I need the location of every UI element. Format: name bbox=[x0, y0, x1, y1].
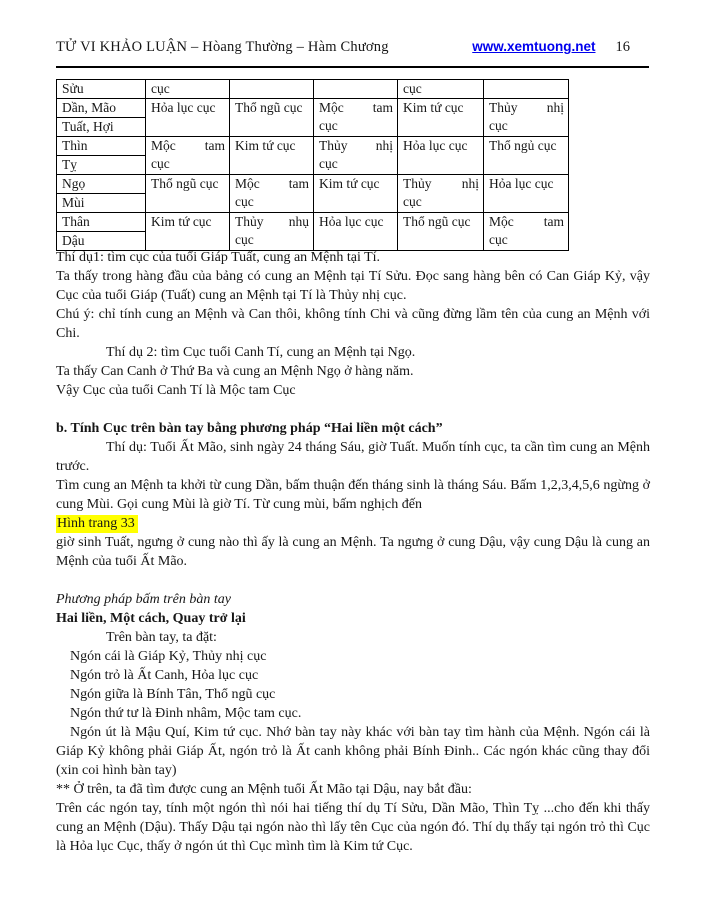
paragraph: Trên các ngón tay, tính một ngón thì nói hai tiếng thí dụ Tí Sửu, Dần Mão, Thìn Tỵ ...cho đến khi thấy cung an Mệnh (Dậu). Thấy Dậu tại ngón nào thì lấy tên Cục của ngón đó. Thí dụ thấy tại ngón trỏ thì Cục là Hỏa lục Cục, thấy ở ngón út thì Cục mình tìm là Kim tứ Cục. bbox=[56, 801, 650, 854]
paragraph: Vậy Cục của tuổi Canh Tí là Mộc tam Cục bbox=[56, 383, 296, 398]
zodiac-label-cell: Dậu bbox=[57, 232, 146, 251]
cuc-value-cell: Mộc tam cục bbox=[314, 99, 398, 137]
header-rule bbox=[56, 66, 649, 68]
section-heading: b. Tính Cục trên bàn tay bằng phương pháp “Hai liền một cách” bbox=[56, 421, 443, 436]
method-title: Phương pháp bấm trên bàn tay bbox=[56, 592, 231, 607]
zodiac-label-cell: Dần, Mão bbox=[57, 99, 146, 118]
blank-line bbox=[56, 571, 650, 590]
paragraph: Ta thấy trong hàng đầu của bảng có cung an Mệnh tại Tí Sửu. Đọc sang hàng bên có Can Giáp Kỷ, vậy Cục của tuổi Giáp (Tuất) cung an Mệnh tại Tí là Thủy nhị cục. bbox=[56, 269, 650, 303]
cuc-value-cell: Thủy nhị cục bbox=[398, 175, 484, 213]
cuc-value-cell: Kim tứ cục bbox=[398, 99, 484, 137]
cuc-value-cell: Hỏa lục cục bbox=[484, 175, 569, 213]
paragraph: Thí dụ: Tuổi Ất Mão, sinh ngày 24 tháng Sáu, giờ Tuất. Muốn tính cục, ta cần tìm cung an Mệnh trước. bbox=[56, 440, 650, 474]
paragraph: Chú ý: chỉ tính cung an Mệnh và Can thôi, không tính Chi và cũng đừng lầm tên của cung an Mệnh với Chi. bbox=[56, 307, 650, 341]
page-number: 16 bbox=[615, 39, 630, 55]
list-item: Ngón út là Mậu Quí, Kim tứ cục. Nhớ bàn tay này khác với bàn tay tìm hành của Mệnh. Ngón cái là Giáp Kỷ không phải Giáp Ất, ngón trỏ là Ất canh không phải Bính Đinh.. Các ngón khác cũng thay đổi (xin coi hình bàn tay) bbox=[56, 725, 650, 778]
cuc-value-cell: Hỏa lục cục bbox=[314, 213, 398, 251]
list-item: Ngón giữa là Bính Tân, Thổ ngũ cục bbox=[70, 687, 276, 702]
paragraph: Thí dụ1: tìm cục của tuổi Giáp Tuất, cung an Mệnh tại Tí. bbox=[56, 250, 381, 265]
list-item: Ngón thứ tư là Đinh nhâm, Mộc tam cục. bbox=[70, 706, 302, 721]
cuc-value-cell: Mộc tam cục bbox=[230, 175, 314, 213]
cuc-value-cell: Thổ ngũ cục bbox=[398, 213, 484, 251]
document-title: TỬ VI KHẢO LUẬN – Hòang Thường – Hàm Chương bbox=[56, 39, 389, 55]
paragraph: Thí dụ 2: tìm Cục tuổi Canh Tí, cung an Mệnh tại Ngọ. bbox=[106, 345, 416, 360]
paragraph: Trên bàn tay, ta đặt: bbox=[106, 630, 217, 645]
cuc-value-cell: Thổ ngũ cục bbox=[146, 175, 230, 213]
cuc-value-cell: Thủy nhị cục bbox=[314, 137, 398, 175]
zodiac-label-cell: Mùi bbox=[57, 194, 146, 213]
blank-line bbox=[56, 400, 650, 419]
cuc-value-cell: Kim tứ cục bbox=[230, 137, 314, 175]
cuc-value-cell: Kim tứ cục bbox=[146, 213, 230, 251]
list-item: Ngón trỏ là Ất Canh, Hỏa lục cục bbox=[70, 668, 259, 683]
body-text bbox=[56, 248, 650, 856]
zodiac-label-cell: Tỵ bbox=[57, 156, 146, 175]
cuc-table-body bbox=[57, 80, 569, 251]
zodiac-label-cell: Ngọ bbox=[57, 175, 146, 194]
paragraph: ** Ở trên, ta đã tìm được cung an Mệnh tuổi Ất Mão tại Dậu, nay bắt đầu: bbox=[56, 782, 472, 797]
cuc-value-cell: Hỏa lục cục bbox=[146, 99, 230, 137]
paragraph: Ta thấy Can Canh ở Thứ Ba và cung an Mệnh Ngọ ở hàng năm. bbox=[56, 364, 414, 379]
cuc-lookup-table bbox=[56, 79, 569, 251]
paragraph: giờ sinh Tuất, ngưng ở cung nào thì ấy là cung an Mệnh. Ta ngưng ở cung Dậu, vậy cung Dậu là cung an Mệnh của tuổi Ất Mão. bbox=[56, 535, 650, 569]
cuc-value-cell bbox=[314, 80, 398, 99]
zodiac-label-cell: Sửu bbox=[57, 80, 146, 99]
cuc-value-cell: Kim tứ cục bbox=[314, 175, 398, 213]
cuc-value-cell: cục bbox=[146, 80, 230, 99]
list-item: Ngón cái là Giáp Kỷ, Thủy nhị cục bbox=[70, 649, 267, 664]
page-header bbox=[56, 39, 650, 56]
cuc-value-cell: Hỏa lục cục bbox=[398, 137, 484, 175]
cuc-value-cell: Thổ ngủ cục bbox=[484, 137, 569, 175]
cuc-value-cell: Mộc tam cục bbox=[146, 137, 230, 175]
cuc-value-cell: Thổ ngũ cục bbox=[230, 99, 314, 137]
website-link[interactable]: www.xemtuong.net bbox=[472, 39, 596, 54]
zodiac-label-cell: Tuất, Hợi bbox=[57, 118, 146, 137]
cuc-value-cell: Thủy nhụ cục bbox=[230, 213, 314, 251]
zodiac-label-cell: Thìn bbox=[57, 137, 146, 156]
cuc-value-cell bbox=[484, 80, 569, 99]
zodiac-label-cell: Thân bbox=[57, 213, 146, 232]
cuc-value-cell: Thủy nhị cục bbox=[484, 99, 569, 137]
section-heading: Hai liền, Một cách, Quay trở lại bbox=[56, 611, 246, 626]
cuc-value-cell bbox=[230, 80, 314, 99]
cuc-value-cell: cục bbox=[398, 80, 484, 99]
figure-reference-highlight: Hình trang 33 bbox=[56, 515, 138, 533]
cuc-value-cell: Mộc tam cục bbox=[484, 213, 569, 251]
paragraph: Tìm cung an Mệnh ta khởi từ cung Dần, bấm thuận đến tháng sinh là tháng Sáu. Bấm 1,2,3,4,5,6 ngừng ở cung Mùi. Gọi cung Mùi là giờ Tí. Từ cung mùi, bấm nghịch đến bbox=[56, 478, 650, 512]
figure-reference-line bbox=[56, 514, 650, 533]
